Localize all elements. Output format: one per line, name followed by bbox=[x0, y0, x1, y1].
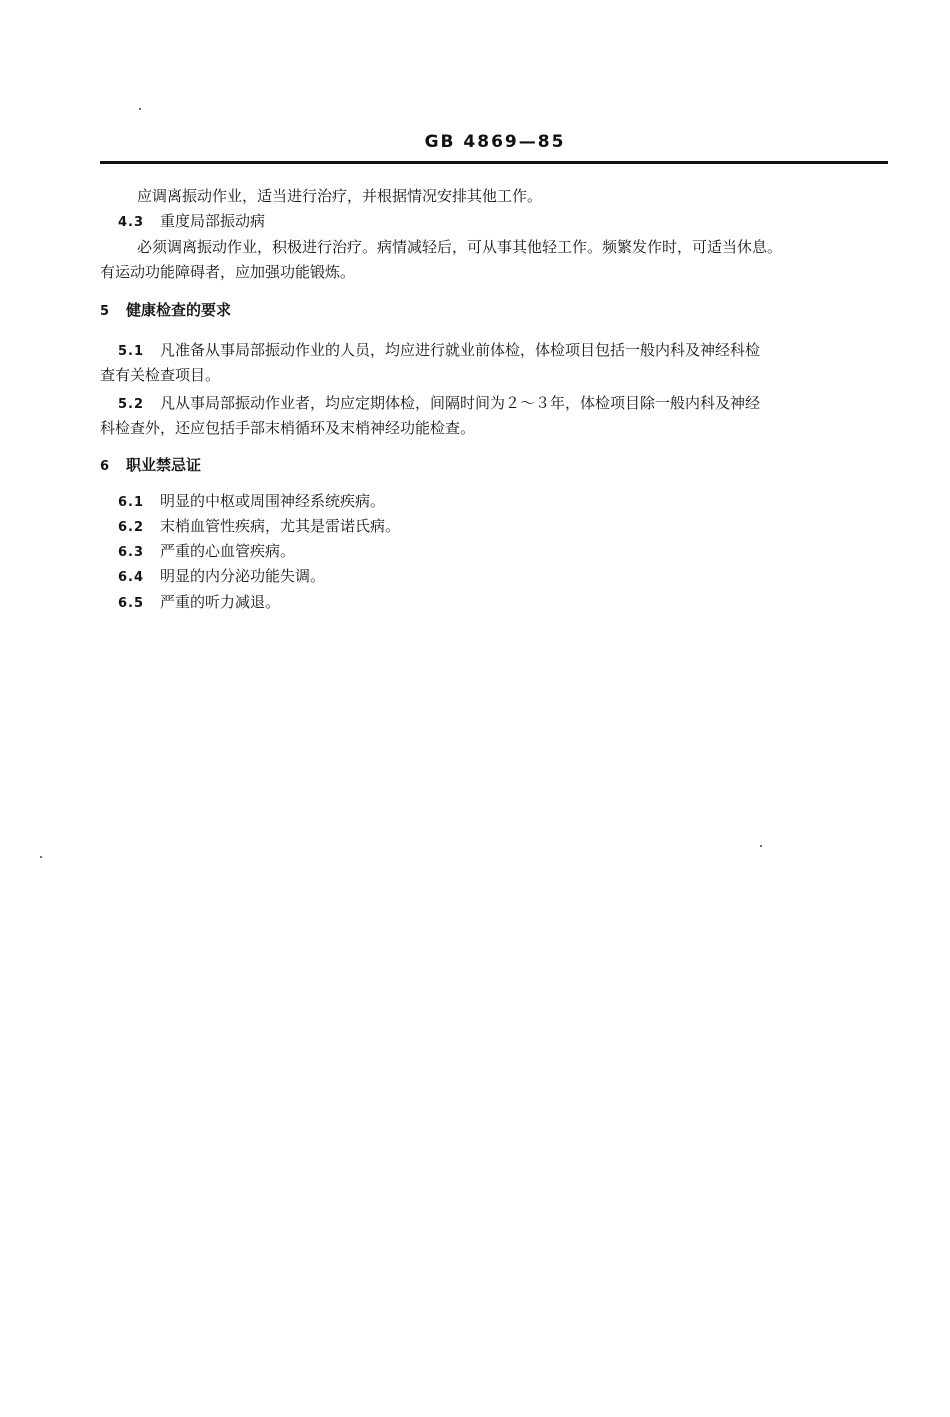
paragraph-line: 查有关检查项目。 bbox=[100, 366, 221, 384]
clause-6-1 bbox=[118, 491, 385, 513]
scan-speck bbox=[760, 845, 762, 847]
paragraph-line: 必须调离振动作业，积极进行治疗。病情减轻后，可从事其他轻工作。频繁发作时，可适当休息。 bbox=[137, 238, 783, 256]
scan-speck bbox=[139, 108, 141, 110]
section-5-heading bbox=[100, 300, 231, 322]
clause-6-3 bbox=[118, 541, 295, 563]
clause-number: 6.5 bbox=[118, 596, 145, 611]
clause-number: 5.2 bbox=[118, 397, 145, 412]
clause-number: 5.1 bbox=[118, 344, 145, 359]
header-rule bbox=[100, 161, 888, 164]
clause-text: 明显的中枢或周围神经系统疾病。 bbox=[160, 492, 386, 510]
paragraph-line: 有运动功能障碍者，应加强功能锻炼。 bbox=[100, 263, 356, 281]
clause-5-2 bbox=[118, 393, 760, 415]
clause-text: 凡准备从事局部振动作业的人员，均应进行就业前体检，体检项目包括一般内科及神经科检 bbox=[160, 341, 761, 359]
paragraph-line: 应调离振动作业，适当进行治疗，并根据情况安排其他工作。 bbox=[137, 187, 543, 205]
paragraph-line: 科检查外，还应包括手部末梢循环及末梢神经功能检查。 bbox=[100, 419, 476, 437]
section-number: 5 bbox=[100, 304, 110, 319]
clause-6-5 bbox=[118, 592, 280, 614]
clause-number: 4.3 bbox=[118, 215, 145, 230]
section-6-heading bbox=[100, 455, 201, 477]
clause-text: 严重的听力减退。 bbox=[160, 593, 281, 611]
clause-text: 严重的心血管疾病。 bbox=[160, 542, 296, 560]
section-title: 职业禁忌证 bbox=[126, 456, 202, 474]
clause-text: 明显的内分泌功能失调。 bbox=[160, 567, 326, 585]
standard-code: GB 4869—85 bbox=[424, 132, 566, 152]
clause-number: 6.3 bbox=[118, 545, 145, 560]
clause-6-4 bbox=[118, 566, 325, 588]
clause-5-1 bbox=[118, 340, 760, 362]
clause-title: 重度局部振动病 bbox=[160, 212, 266, 230]
section-number: 6 bbox=[100, 459, 110, 474]
section-title: 健康检查的要求 bbox=[126, 301, 232, 319]
clause-text: 凡从事局部振动作业者，均应定期体检，间隔时间为２～３年，体检项目除一般内科及神经 bbox=[160, 394, 761, 412]
clause-number: 6.4 bbox=[118, 570, 145, 585]
clause-text: 末梢血管性疾病，尤其是雷诺氏病。 bbox=[160, 517, 401, 535]
clause-number: 6.1 bbox=[118, 495, 145, 510]
clause-4-3 bbox=[118, 211, 265, 233]
scan-speck bbox=[40, 856, 42, 858]
clause-number: 6.2 bbox=[118, 520, 145, 535]
clause-6-2 bbox=[118, 516, 400, 538]
